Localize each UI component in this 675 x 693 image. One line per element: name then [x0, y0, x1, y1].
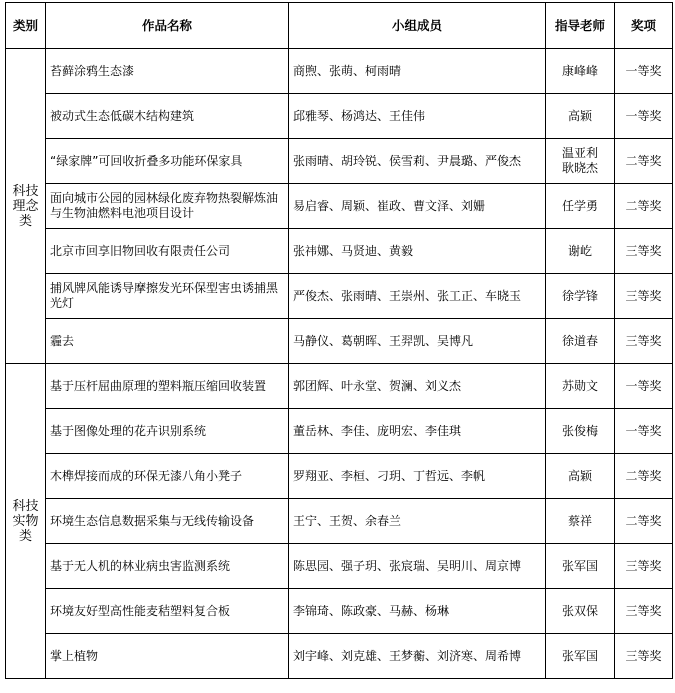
table-row [6, 274, 673, 319]
table-row [6, 454, 673, 499]
advisor-cell: 谢屹 [546, 229, 615, 274]
group-members-cell: 邱雅琴、杨鸿达、王佳伟 [289, 94, 546, 139]
header-work-name: 作品名称 [46, 3, 289, 49]
work-name-cell: 霾去 [46, 319, 289, 364]
advisor-cell: 张俊梅 [546, 409, 615, 454]
work-name-cell: 被动式生态低碳木结构建筑 [46, 94, 289, 139]
table-row [6, 499, 673, 544]
advisor-cell: 蔡祥 [546, 499, 615, 544]
award-cell: 三等奖 [615, 274, 673, 319]
work-name-cell: 基于图像处理的花卉识别系统 [46, 409, 289, 454]
award-cell: 二等奖 [615, 454, 673, 499]
table-row [6, 184, 673, 229]
work-name-cell: 捕风牌风能诱导摩擦发光环保型害虫诱捕黑光灯 [46, 274, 289, 319]
award-cell: 三等奖 [615, 319, 673, 364]
work-name-cell: “绿家牌”可回收折叠多功能环保家具 [46, 139, 289, 184]
table-row [6, 49, 673, 94]
work-name-cell: 基于无人机的林业病虫害监测系统 [46, 544, 289, 589]
group-members-cell: 李锦琦、陈政豪、马赫、杨琳 [289, 589, 546, 634]
award-cell: 三等奖 [615, 544, 673, 589]
work-name-cell: 掌上植物 [46, 634, 289, 679]
advisor-cell: 张军国 [546, 634, 615, 679]
awards-table [5, 2, 673, 679]
work-name-cell: 环境友好型高性能麦秸塑料复合板 [46, 589, 289, 634]
award-cell: 三等奖 [615, 589, 673, 634]
work-name-cell: 北京市回享旧物回收有限责任公司 [46, 229, 289, 274]
group-members-cell: 王宁、王贺、余春兰 [289, 499, 546, 544]
advisor-cell: 高颖 [546, 94, 615, 139]
group-members-cell: 刘宇峰、刘克雄、王梦蘅、刘济寒、周希博 [289, 634, 546, 679]
award-cell: 三等奖 [615, 229, 673, 274]
header-row [6, 3, 673, 49]
advisor-cell: 张军国 [546, 544, 615, 589]
table-row [6, 319, 673, 364]
advisor-cell: 温亚利 耿晓杰 [546, 139, 615, 184]
award-cell: 二等奖 [615, 499, 673, 544]
advisor-cell: 徐学锋 [546, 274, 615, 319]
table-row [6, 94, 673, 139]
work-name-cell: 苔藓涂鸦生态漆 [46, 49, 289, 94]
award-cell: 一等奖 [615, 409, 673, 454]
award-cell: 二等奖 [615, 184, 673, 229]
group-members-cell: 罗翔亚、李桓、刁玥、丁哲远、李帆 [289, 454, 546, 499]
group-members-cell: 张雨晴、胡玲锐、侯雪莉、尹晨璐、严俊杰 [289, 139, 546, 184]
work-name-cell: 木榫焊接而成的环保无漆八角小凳子 [46, 454, 289, 499]
advisor-cell: 徐道春 [546, 319, 615, 364]
advisor-cell: 任学勇 [546, 184, 615, 229]
group-members-cell: 易启睿、周颖、崔政、曹文泽、刘姗 [289, 184, 546, 229]
category-cell: 科技实物类 [6, 364, 46, 679]
group-members-cell: 郭团辉、叶永堂、贺澜、刘义杰 [289, 364, 546, 409]
award-cell: 一等奖 [615, 364, 673, 409]
header-category: 类别 [6, 3, 46, 49]
header-advisor: 指导老师 [546, 3, 615, 49]
work-name-cell: 环境生态信息数据采集与无线传输设备 [46, 499, 289, 544]
group-members-cell: 董岳林、李佳、庞明宏、李佳琪 [289, 409, 546, 454]
work-name-cell: 基于压杆屈曲原理的塑料瓶压缩回收装置 [46, 364, 289, 409]
work-name-cell: 面向城市公园的园林绿化废弃物热裂解炼油与生物油燃料电池项目设计 [46, 184, 289, 229]
advisor-cell: 高颖 [546, 454, 615, 499]
header-group-members: 小组成员 [289, 3, 546, 49]
table-row [6, 544, 673, 589]
award-cell: 一等奖 [615, 49, 673, 94]
group-members-cell: 陈思园、强子玥、张宸瑞、吴明川、周京博 [289, 544, 546, 589]
group-members-cell: 严俊杰、张雨晴、王崇州、张工正、车晓玉 [289, 274, 546, 319]
award-cell: 一等奖 [615, 94, 673, 139]
table-row [6, 409, 673, 454]
advisor-cell: 康峰峰 [546, 49, 615, 94]
group-members-cell: 马静仪、葛朝晖、王羿凯、吴博凡 [289, 319, 546, 364]
group-members-cell: 张祎娜、马贤迪、黄毅 [289, 229, 546, 274]
advisor-cell: 苏勋文 [546, 364, 615, 409]
award-cell: 三等奖 [615, 634, 673, 679]
header-award: 奖项 [615, 3, 673, 49]
award-cell: 二等奖 [615, 139, 673, 184]
category-cell: 科技理念类 [6, 49, 46, 364]
group-members-cell: 商煦、张萌、柯雨晴 [289, 49, 546, 94]
table-row [6, 634, 673, 679]
table-row [6, 364, 673, 409]
advisor-cell: 张双保 [546, 589, 615, 634]
table-row [6, 139, 673, 184]
table-body [6, 49, 673, 679]
table-row [6, 229, 673, 274]
table-row [6, 589, 673, 634]
